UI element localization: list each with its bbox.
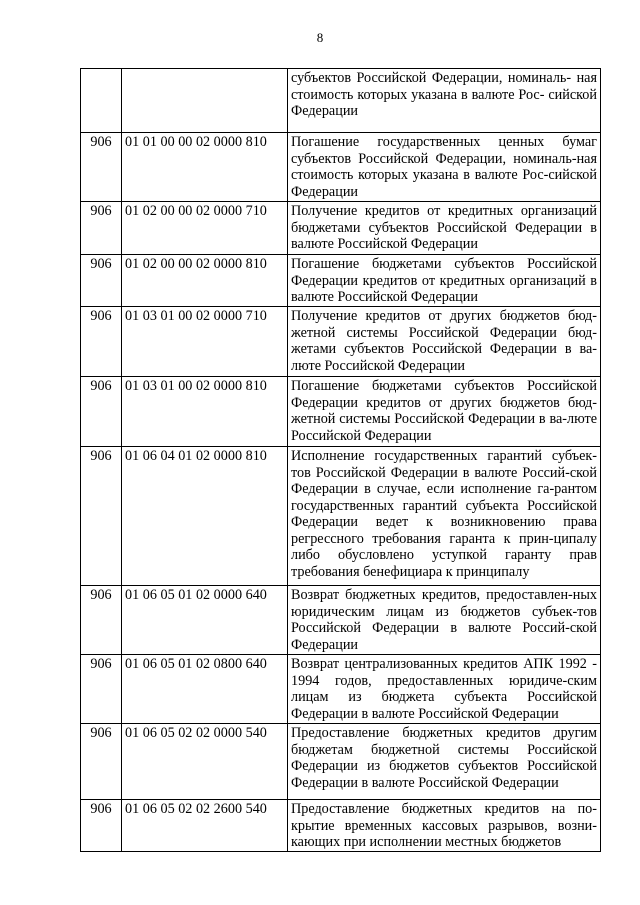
budget-code-cell: 01 03 01 00 02 0000 810 [122, 377, 288, 447]
budget-code-cell [122, 69, 288, 133]
description-cell: Получение кредитов от других бюджетов бюд-жетной системы Российской Федерации бюд-жетами субъектов Российской Федерации в ва-люте Российской Федерации [288, 307, 601, 377]
description-cell: Погашение бюджетами субъектов Российской Федерации кредитов от кредитных организаций в валюте Российской Федерации [288, 255, 601, 307]
budget-code-cell: 01 06 05 01 02 0800 640 [122, 655, 288, 724]
budget-code-cell: 01 06 04 01 02 0000 810 [122, 447, 288, 586]
table-row [81, 724, 601, 800]
description-cell: Возврат централизованных кредитов АПК 1992 - 1994 годов, предоставленных юридиче-ским лицам из бюджета субъекта Российской Федерации в валюте Российской Федерации [288, 655, 601, 724]
budget-code-cell: 01 01 00 00 02 0000 810 [122, 133, 288, 202]
admin-code-cell [81, 69, 122, 133]
table-row [81, 655, 601, 724]
table-row [81, 69, 601, 133]
description-cell: Погашение государственных ценных бумаг субъектов Российской Федерации, номиналь-ная стоимость которых указана в валюте Рос-сийской Федерации [288, 133, 601, 202]
admin-code-cell: 906 [81, 202, 122, 255]
description-cell: Предоставление бюджетных кредитов на по-крытие временных кассовых разрывов, возни-кающих при исполнении местных бюджетов [288, 800, 601, 852]
budget-code-cell: 01 03 01 00 02 0000 710 [122, 307, 288, 377]
admin-code-cell: 906 [81, 307, 122, 377]
table-row [81, 447, 601, 586]
table-row [81, 586, 601, 655]
admin-code-cell: 906 [81, 447, 122, 586]
budget-code-cell: 01 02 00 00 02 0000 710 [122, 202, 288, 255]
description-cell: субъектов Российской Федерации, номиналь- ная стоимость которых указана в валюте Рос- сийской Федерации [288, 69, 601, 133]
description-cell: Погашение бюджетами субъектов Российской Федерации кредитов от других бюджетов бюд-жетной системы Российской Федерации в ва-люте Российской Федерации [288, 377, 601, 447]
admin-code-cell: 906 [81, 586, 122, 655]
table-row [81, 202, 601, 255]
table-row [81, 255, 601, 307]
budget-code-cell: 01 06 05 01 02 0000 640 [122, 586, 288, 655]
description-cell: Исполнение государственных гарантий субъек-тов Российской Федерации в валюте Россий-ской Федерации в случае, если исполнение га-рантом государственных гарантий субъекта Российской Федерации ведет к возникновению права регрессного требования гаранта к прин-ципалу либо обусловлено уступкой гаранту прав требования бенефициара к принципалу [288, 447, 601, 586]
admin-code-cell: 906 [81, 133, 122, 202]
budget-code-cell: 01 06 05 02 02 2600 540 [122, 800, 288, 852]
description-cell: Возврат бюджетных кредитов, предоставлен-ных юридическим лицам из бюджетов субъек-тов Российской Федерации в валюте Россий-ской Федерации [288, 586, 601, 655]
budget-code-cell: 01 06 05 02 02 0000 540 [122, 724, 288, 800]
table-row [81, 307, 601, 377]
table-row [81, 133, 601, 202]
admin-code-cell: 906 [81, 377, 122, 447]
table-row [81, 377, 601, 447]
admin-code-cell: 906 [81, 724, 122, 800]
budget-code-cell: 01 02 00 00 02 0000 810 [122, 255, 288, 307]
admin-code-cell: 906 [81, 800, 122, 852]
admin-code-cell: 906 [81, 255, 122, 307]
table-row [81, 800, 601, 852]
budget-codes-table [80, 68, 601, 852]
description-cell: Предоставление бюджетных кредитов другим бюджетам бюджетной системы Российской Федерации из бюджетов субъектов Российской Федерации в валюте Российской Федерации [288, 724, 601, 800]
admin-code-cell: 906 [81, 655, 122, 724]
description-cell: Получение кредитов от кредитных организаций бюджетами субъектов Российской Федерации в валюте Российской Федерации [288, 202, 601, 255]
page-number: 8 [316, 30, 324, 45]
